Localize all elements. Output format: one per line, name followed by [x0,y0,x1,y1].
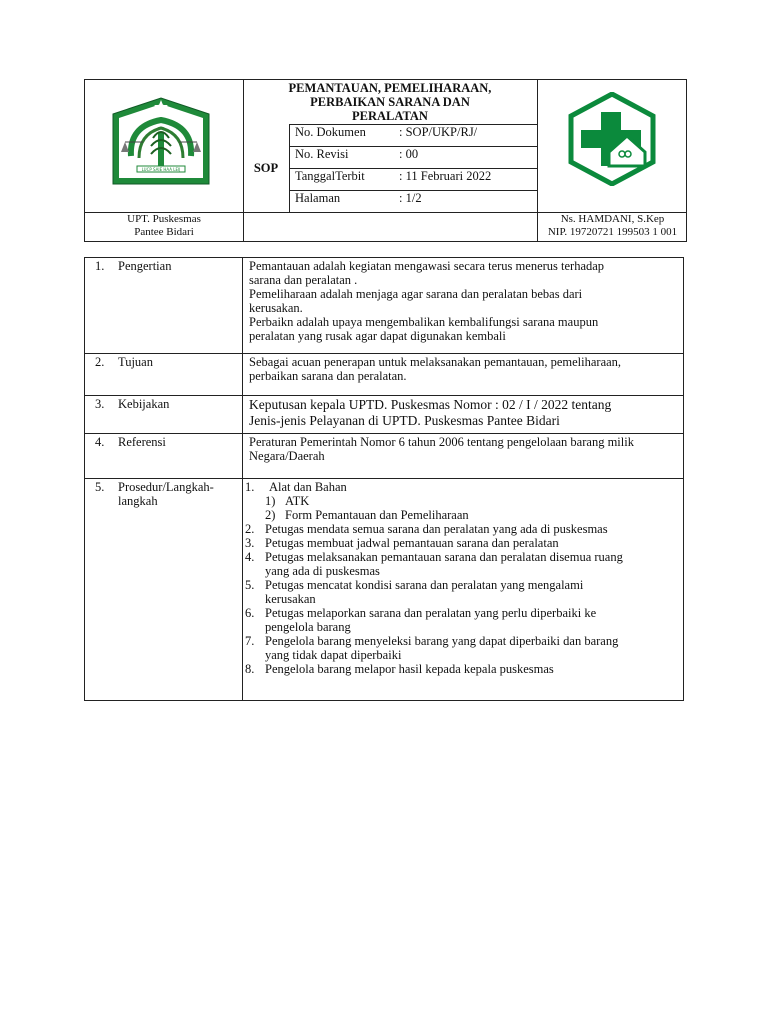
section-label: Referensi [118,435,166,449]
section-label: Pengertian [118,259,172,273]
regency-logo [109,96,213,190]
organization-name: UPT. Puskesmas Pantee Bidari [127,213,201,238]
meta-value: : 00 [399,147,419,161]
logo-text: LUCP SAIE HAA LEIJ [141,167,181,172]
document-header [84,79,687,242]
list-item: 8. Pengelola barang melapor hasil kepada kepala puskesmas [245,662,554,676]
divider [85,433,683,434]
meta-key: TanggalTerbit [295,169,365,183]
procedure-steps [245,480,677,676]
section-number: 3. [95,397,105,411]
section-label: Prosedur/Langkah- langkah [118,480,214,508]
section-content: Peraturan Pemerintah Nomor 6 tahun 2006 tentang pengelolaan barang milik Negara/Daerah [249,435,634,463]
document-title: PEMANTAUAN, PEMELIHARAAN, PERBAIKAN SARANA DAN PERALATAN [288,81,492,123]
section-content: Keputusan kepala UPTD. Puskesmas Nomor : 02 / I / 2022 tentang Jenis-jenis Pelayanan di UPTD. Puskesmas Pantee Bidari [249,397,612,428]
list-item: 5. Petugas mencatat kondisi sarana dan peralatan yang mengalami kerusakan [245,578,584,606]
section-label: Kebijakan [118,397,170,411]
meta-value: : 1/2 [399,191,422,205]
sub-list-item: 1) ATK [265,494,310,508]
list-item: 1. Alat dan Bahan [245,480,347,494]
list-item: 2. Petugas mendata semua sarana dan peralatan yang ada di puskesmas [245,522,608,536]
sub-list-item: 2) Form Pemantauan dan Pemeliharaan [265,508,469,522]
section-number: 4. [95,435,105,449]
section-number: 1. [95,259,105,273]
list-item: 6. Petugas melaporkan sarana dan peralatan yang perlu diperbaiki ke pengelola barang [245,606,597,634]
section-content: Pemantauan adalah kegiatan mengawasi secara terus menerus terhadap sarana dan peralatan . Pemeliharaan adalah menjaga agar sarana dan peralatan bebas dari kerusakan. Perbaikn adalah upaya mengembalikan kembalifungsi sarana maupun peralatan yang rusak agar dapat digunakan kembali [249,259,605,343]
list-item: 4. Petugas melaksanakan pemantauan sarana dan peralatan disemua ruang yang ada di puskesmas [245,550,623,578]
signer: Ns. HAMDANI, S.Kep NIP. 19720721 199503 1 001 [547,213,678,238]
section-number: 5. [95,480,105,494]
puskesmas-logo [565,92,659,190]
divider [85,395,683,396]
sop-label: SOP [253,160,279,175]
divider [85,478,683,479]
meta-key: No. Dokumen [295,125,366,139]
meta-value: : SOP/UKP/RJ/ [399,125,478,139]
sop-content-table [84,257,684,701]
divider [242,258,243,700]
meta-value: : 11 Februari 2022 [399,169,492,183]
divider [289,124,290,212]
meta-key: Halaman [295,191,341,205]
section-number: 2. [95,355,105,369]
section-content: Sebagai acuan penerapan untuk melaksanakan pemantauan, pemeliharaan, perbaikan sarana dan peralatan. [249,355,622,383]
meta-key: No. Revisi [295,147,349,161]
list-item: 3. Petugas membuat jadwal pemantauan sarana dan peralatan [245,536,559,550]
list-item: 7. Pengelola barang menyeleksi barang yang dapat diperbaiki dan barang yang tidak dapat diperbaiki [245,634,619,662]
section-label: Tujuan [118,355,153,369]
divider [85,353,683,354]
